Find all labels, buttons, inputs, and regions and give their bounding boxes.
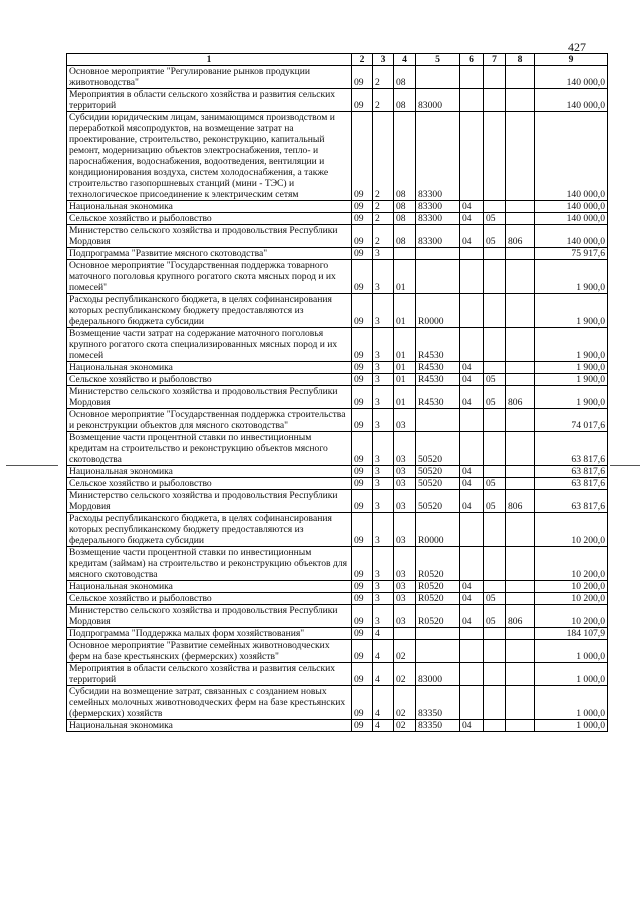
row-subsection: 05 [484, 605, 506, 628]
row-vendor: 806 [506, 490, 535, 513]
row-section [460, 112, 484, 201]
row-section [460, 66, 484, 89]
row-section [460, 409, 484, 432]
row-subprogram: 2 [373, 213, 394, 225]
row-program: 09 [352, 490, 373, 513]
row-program: 09 [352, 260, 373, 294]
row-section [460, 513, 484, 547]
row-subsection [484, 66, 506, 89]
row-subprogram: 3 [373, 362, 394, 374]
row-target: 83300 [416, 225, 460, 248]
row-subsection [484, 628, 506, 640]
row-vendor [506, 294, 535, 328]
row-name: Министерство сельского хозяйства и продовольствия Республики Мордовия [67, 490, 352, 513]
row-target: 83350 [416, 686, 460, 720]
row-target: 83000 [416, 89, 460, 112]
row-vendor [506, 89, 535, 112]
row-name: Расходы республиканского бюджета, в целях софинансирования которых республиканскому бюджету предоставляются из федерального бюджета субсидии [67, 294, 352, 328]
row-program: 09 [352, 225, 373, 248]
row-vendor [506, 260, 535, 294]
column-header: 6 [460, 54, 484, 66]
row-program: 09 [352, 248, 373, 260]
row-subsection [484, 89, 506, 112]
row-program: 09 [352, 686, 373, 720]
row-name: Национальная экономика [67, 720, 352, 732]
row-name: Мероприятия в области сельского хозяйства и развития сельских территорий [67, 89, 352, 112]
row-subprogram: 3 [373, 432, 394, 466]
row-subprogram: 2 [373, 225, 394, 248]
row-program: 09 [352, 374, 373, 386]
row-program: 09 [352, 547, 373, 581]
row-name: Возмещение части процентной ставки по инвестиционным кредитам на строительство и реконструкцию объектов мясного скотоводства [67, 432, 352, 466]
table-row [67, 686, 608, 720]
row-target: R0520 [416, 605, 460, 628]
row-section: 04 [460, 720, 484, 732]
row-event [394, 628, 416, 640]
row-amount: 10 200,0 [535, 581, 608, 593]
row-amount: 1 900,0 [535, 374, 608, 386]
row-amount: 140 000,0 [535, 112, 608, 201]
row-subsection [484, 362, 506, 374]
row-section: 04 [460, 362, 484, 374]
row-program: 09 [352, 581, 373, 593]
table-row [67, 112, 608, 201]
row-event: 03 [394, 593, 416, 605]
row-subprogram: 3 [373, 513, 394, 547]
row-vendor: 806 [506, 225, 535, 248]
column-header: 9 [535, 54, 608, 66]
row-subprogram: 3 [373, 547, 394, 581]
row-event: 03 [394, 432, 416, 466]
row-vendor [506, 663, 535, 686]
row-subprogram: 4 [373, 640, 394, 663]
row-event: 03 [394, 490, 416, 513]
row-event: 01 [394, 294, 416, 328]
row-amount: 140 000,0 [535, 66, 608, 89]
row-section: 04 [460, 225, 484, 248]
row-subsection [484, 581, 506, 593]
row-vendor: 806 [506, 605, 535, 628]
row-subprogram: 4 [373, 663, 394, 686]
row-name: Сельское хозяйство и рыболовство [67, 213, 352, 225]
row-name: Основное мероприятие "Государственная поддержка товарного маточного поголовья крупного рогатого скота мясных пород и их помесей" [67, 260, 352, 294]
table-row [67, 66, 608, 89]
column-header: 5 [416, 54, 460, 66]
row-target: 50520 [416, 490, 460, 513]
table-row [67, 225, 608, 248]
row-section [460, 260, 484, 294]
column-header: 1 [67, 54, 352, 66]
row-subprogram: 3 [373, 294, 394, 328]
table-row [67, 409, 608, 432]
row-amount: 1 000,0 [535, 663, 608, 686]
row-subsection [484, 720, 506, 732]
table-row [67, 640, 608, 663]
table-row [67, 720, 608, 732]
row-program: 09 [352, 513, 373, 547]
row-name: Национальная экономика [67, 362, 352, 374]
row-program: 09 [352, 432, 373, 466]
row-name: Возмещение части процентной ставки по инвестиционным кредитам (займам) на строительство и реконструкцию объектов для мясного скотоводства [67, 547, 352, 581]
row-amount: 63 817,6 [535, 466, 608, 478]
row-subsection [484, 201, 506, 213]
row-program: 09 [352, 628, 373, 640]
row-subsection: 05 [484, 490, 506, 513]
row-subsection: 05 [484, 386, 506, 409]
row-section: 04 [460, 593, 484, 605]
table-body [67, 66, 608, 732]
row-subsection: 05 [484, 593, 506, 605]
row-target: 50520 [416, 432, 460, 466]
row-section [460, 686, 484, 720]
row-amount: 140 000,0 [535, 89, 608, 112]
row-event: 03 [394, 513, 416, 547]
row-target: R4530 [416, 386, 460, 409]
row-subsection [484, 547, 506, 581]
row-program: 09 [352, 362, 373, 374]
cut-line-right [610, 465, 640, 466]
row-name: Подпрограмма "Поддержка малых форм хозяйствования" [67, 628, 352, 640]
row-vendor [506, 213, 535, 225]
row-target: 83350 [416, 720, 460, 732]
page-number: 427 [568, 40, 586, 54]
row-name: Министерство сельского хозяйства и продовольствия Республики Мордовия [67, 605, 352, 628]
row-subsection [484, 409, 506, 432]
row-section [460, 432, 484, 466]
row-section: 04 [460, 213, 484, 225]
row-event: 01 [394, 386, 416, 409]
table-row [67, 89, 608, 112]
row-subprogram: 3 [373, 490, 394, 513]
row-subprogram: 3 [373, 374, 394, 386]
row-name: Национальная экономика [67, 581, 352, 593]
row-target: 83300 [416, 201, 460, 213]
row-section: 04 [460, 605, 484, 628]
row-subprogram: 3 [373, 328, 394, 362]
row-amount: 140 000,0 [535, 225, 608, 248]
row-name: Национальная экономика [67, 201, 352, 213]
row-amount: 1 900,0 [535, 260, 608, 294]
row-event: 08 [394, 66, 416, 89]
row-section [460, 547, 484, 581]
row-target: R0520 [416, 547, 460, 581]
row-amount: 63 817,6 [535, 490, 608, 513]
budget-table [66, 53, 608, 732]
table-row [67, 513, 608, 547]
row-name: Национальная экономика [67, 466, 352, 478]
row-subsection [484, 663, 506, 686]
row-name: Расходы республиканского бюджета, в целях софинансирования которых республиканскому бюджету предоставляются из федерального бюджета субсидии [67, 513, 352, 547]
table-row [67, 201, 608, 213]
row-subsection [484, 294, 506, 328]
row-event: 03 [394, 581, 416, 593]
row-amount: 74 017,6 [535, 409, 608, 432]
row-amount: 10 200,0 [535, 593, 608, 605]
row-target: 83300 [416, 213, 460, 225]
row-amount: 140 000,0 [535, 201, 608, 213]
row-event: 03 [394, 547, 416, 581]
row-program: 09 [352, 112, 373, 201]
row-program: 09 [352, 478, 373, 490]
row-event: 02 [394, 720, 416, 732]
row-amount: 1 000,0 [535, 720, 608, 732]
row-section: 04 [460, 490, 484, 513]
table-row [67, 628, 608, 640]
row-vendor [506, 328, 535, 362]
row-section: 04 [460, 466, 484, 478]
row-subprogram: 3 [373, 593, 394, 605]
row-program: 09 [352, 66, 373, 89]
row-event: 08 [394, 225, 416, 248]
row-name: Основное мероприятие "Государственная поддержка строительства и реконструкции объектов для мясного скотоводства" [67, 409, 352, 432]
row-subprogram: 2 [373, 112, 394, 201]
column-header: 3 [373, 54, 394, 66]
row-target [416, 66, 460, 89]
row-event: 08 [394, 89, 416, 112]
row-section [460, 248, 484, 260]
table-row [67, 547, 608, 581]
row-subsection: 05 [484, 478, 506, 490]
row-event: 02 [394, 663, 416, 686]
table-row [67, 581, 608, 593]
row-vendor [506, 640, 535, 663]
row-amount: 10 200,0 [535, 513, 608, 547]
row-subprogram: 3 [373, 386, 394, 409]
row-name: Основное мероприятие "Регулирование рынков продукции животноводства" [67, 66, 352, 89]
row-vendor [506, 581, 535, 593]
column-number-row [67, 54, 608, 66]
row-subsection [484, 466, 506, 478]
row-subprogram: 3 [373, 248, 394, 260]
row-subsection [484, 328, 506, 362]
row-program: 09 [352, 201, 373, 213]
row-amount: 1 000,0 [535, 686, 608, 720]
column-header: 2 [352, 54, 373, 66]
row-section [460, 328, 484, 362]
row-section: 04 [460, 201, 484, 213]
row-target [416, 260, 460, 294]
table-row [67, 328, 608, 362]
row-target: R0000 [416, 294, 460, 328]
row-vendor [506, 432, 535, 466]
table-row [67, 663, 608, 686]
row-target: R4530 [416, 328, 460, 362]
row-amount: 1 900,0 [535, 386, 608, 409]
row-section: 04 [460, 478, 484, 490]
row-program: 09 [352, 640, 373, 663]
row-subsection: 05 [484, 213, 506, 225]
row-target: R4530 [416, 374, 460, 386]
row-subprogram: 3 [373, 478, 394, 490]
row-amount: 63 817,6 [535, 432, 608, 466]
row-program: 09 [352, 294, 373, 328]
row-event: 01 [394, 374, 416, 386]
row-subsection [484, 432, 506, 466]
row-subprogram: 2 [373, 66, 394, 89]
row-target: 50520 [416, 466, 460, 478]
row-section [460, 628, 484, 640]
row-program: 09 [352, 328, 373, 362]
row-event: 01 [394, 362, 416, 374]
row-target: 50520 [416, 478, 460, 490]
row-amount: 184 107,9 [535, 628, 608, 640]
row-event: 08 [394, 201, 416, 213]
table-row [67, 260, 608, 294]
row-target: 83000 [416, 663, 460, 686]
row-event: 03 [394, 605, 416, 628]
row-section [460, 294, 484, 328]
row-vendor [506, 628, 535, 640]
row-section: 04 [460, 581, 484, 593]
row-section [460, 663, 484, 686]
row-vendor: 806 [506, 386, 535, 409]
row-subsection: 05 [484, 374, 506, 386]
row-subprogram: 4 [373, 720, 394, 732]
row-vendor [506, 478, 535, 490]
row-subprogram: 3 [373, 409, 394, 432]
row-subsection [484, 686, 506, 720]
row-target: R0520 [416, 593, 460, 605]
row-event: 03 [394, 478, 416, 490]
row-amount: 63 817,6 [535, 478, 608, 490]
row-section: 04 [460, 374, 484, 386]
cut-line-left [6, 465, 58, 466]
row-target [416, 640, 460, 663]
row-subprogram: 3 [373, 605, 394, 628]
row-subprogram: 2 [373, 89, 394, 112]
row-program: 09 [352, 89, 373, 112]
row-section [460, 640, 484, 663]
row-target: R0520 [416, 581, 460, 593]
row-subprogram: 3 [373, 581, 394, 593]
row-vendor [506, 593, 535, 605]
row-subsection [484, 640, 506, 663]
row-name: Министерство сельского хозяйства и продовольствия Республики Мордовия [67, 225, 352, 248]
table-row [67, 490, 608, 513]
table-row [67, 374, 608, 386]
row-event: 03 [394, 466, 416, 478]
row-vendor [506, 409, 535, 432]
row-subprogram: 3 [373, 260, 394, 294]
row-subprogram: 4 [373, 628, 394, 640]
row-amount: 10 200,0 [535, 605, 608, 628]
table-row [67, 432, 608, 466]
row-amount: 1 000,0 [535, 640, 608, 663]
row-subsection [484, 248, 506, 260]
row-target: R4530 [416, 362, 460, 374]
row-amount: 140 000,0 [535, 213, 608, 225]
column-header: 8 [506, 54, 535, 66]
table-row [67, 362, 608, 374]
row-program: 09 [352, 593, 373, 605]
table-row [67, 478, 608, 490]
row-program: 09 [352, 663, 373, 686]
row-vendor [506, 66, 535, 89]
row-vendor [506, 201, 535, 213]
row-program: 09 [352, 386, 373, 409]
row-name: Основное мероприятие "Развитие семейных животноводческих ферм на базе крестьянских (фермерских) хозяйств" [67, 640, 352, 663]
column-header: 4 [394, 54, 416, 66]
row-vendor [506, 374, 535, 386]
row-section: 04 [460, 386, 484, 409]
row-amount: 1 900,0 [535, 328, 608, 362]
row-program: 09 [352, 605, 373, 628]
row-target [416, 409, 460, 432]
row-name: Министерство сельского хозяйства и продовольствия Республики Мордовия [67, 386, 352, 409]
table-row [67, 466, 608, 478]
row-target [416, 628, 460, 640]
row-event: 01 [394, 260, 416, 294]
row-name: Мероприятия в области сельского хозяйства и развития сельских территорий [67, 663, 352, 686]
row-section [460, 89, 484, 112]
row-subsection [484, 513, 506, 547]
row-event: 03 [394, 409, 416, 432]
row-target: 83300 [416, 112, 460, 201]
row-program: 09 [352, 466, 373, 478]
row-subprogram: 2 [373, 201, 394, 213]
row-amount: 75 917,6 [535, 248, 608, 260]
table-row [67, 593, 608, 605]
row-event: 08 [394, 213, 416, 225]
row-event: 02 [394, 640, 416, 663]
row-amount: 1 900,0 [535, 362, 608, 374]
row-vendor [506, 686, 535, 720]
row-name: Сельское хозяйство и рыболовство [67, 593, 352, 605]
row-event [394, 248, 416, 260]
table-row [67, 605, 608, 628]
row-subsection: 05 [484, 225, 506, 248]
table-row [67, 386, 608, 409]
row-amount: 10 200,0 [535, 547, 608, 581]
column-header: 7 [484, 54, 506, 66]
table-row [67, 294, 608, 328]
row-name: Возмещение части затрат на содержание маточного поголовья крупного рогатого скота специализированных мясных пород и их помесей [67, 328, 352, 362]
row-name: Подпрограмма "Развитие мясного скотоводства" [67, 248, 352, 260]
row-subprogram: 3 [373, 466, 394, 478]
row-vendor [506, 720, 535, 732]
row-vendor [506, 248, 535, 260]
row-name: Сельское хозяйство и рыболовство [67, 374, 352, 386]
row-name: Субсидии на возмещение затрат, связанных с созданием новых семейных молочных животноводческих ферм на базе крестьянских (фермерских) хозяйств [67, 686, 352, 720]
row-event: 08 [394, 112, 416, 201]
row-vendor [506, 362, 535, 374]
row-target: R0000 [416, 513, 460, 547]
row-program: 09 [352, 409, 373, 432]
row-vendor [506, 466, 535, 478]
row-program: 09 [352, 213, 373, 225]
table-row [67, 213, 608, 225]
row-event: 01 [394, 328, 416, 362]
row-subsection [484, 112, 506, 201]
row-subsection [484, 260, 506, 294]
row-event: 02 [394, 686, 416, 720]
row-target [416, 248, 460, 260]
row-vendor [506, 112, 535, 201]
row-amount: 1 900,0 [535, 294, 608, 328]
row-name: Сельское хозяйство и рыболовство [67, 478, 352, 490]
row-vendor [506, 513, 535, 547]
row-subprogram: 4 [373, 686, 394, 720]
row-program: 09 [352, 720, 373, 732]
table-row [67, 248, 608, 260]
row-vendor [506, 547, 535, 581]
row-name: Субсидии юридическим лицам, занимающимся производством и переработкой мясопродуктов, на возмещение затрат на проектирование, строительство, реконструкцию, капитальный ремонт, модернизацию объектов электроснабжения, тепло- и пароснабжения, водоснабжения, водоотведения, вентиляции и кондиционирования воздуха, систем холодоснабжения, а также строительство газопоршневых станций (мини - ТЭС) и технологическое присоединение к электрическим сетям [67, 112, 352, 201]
